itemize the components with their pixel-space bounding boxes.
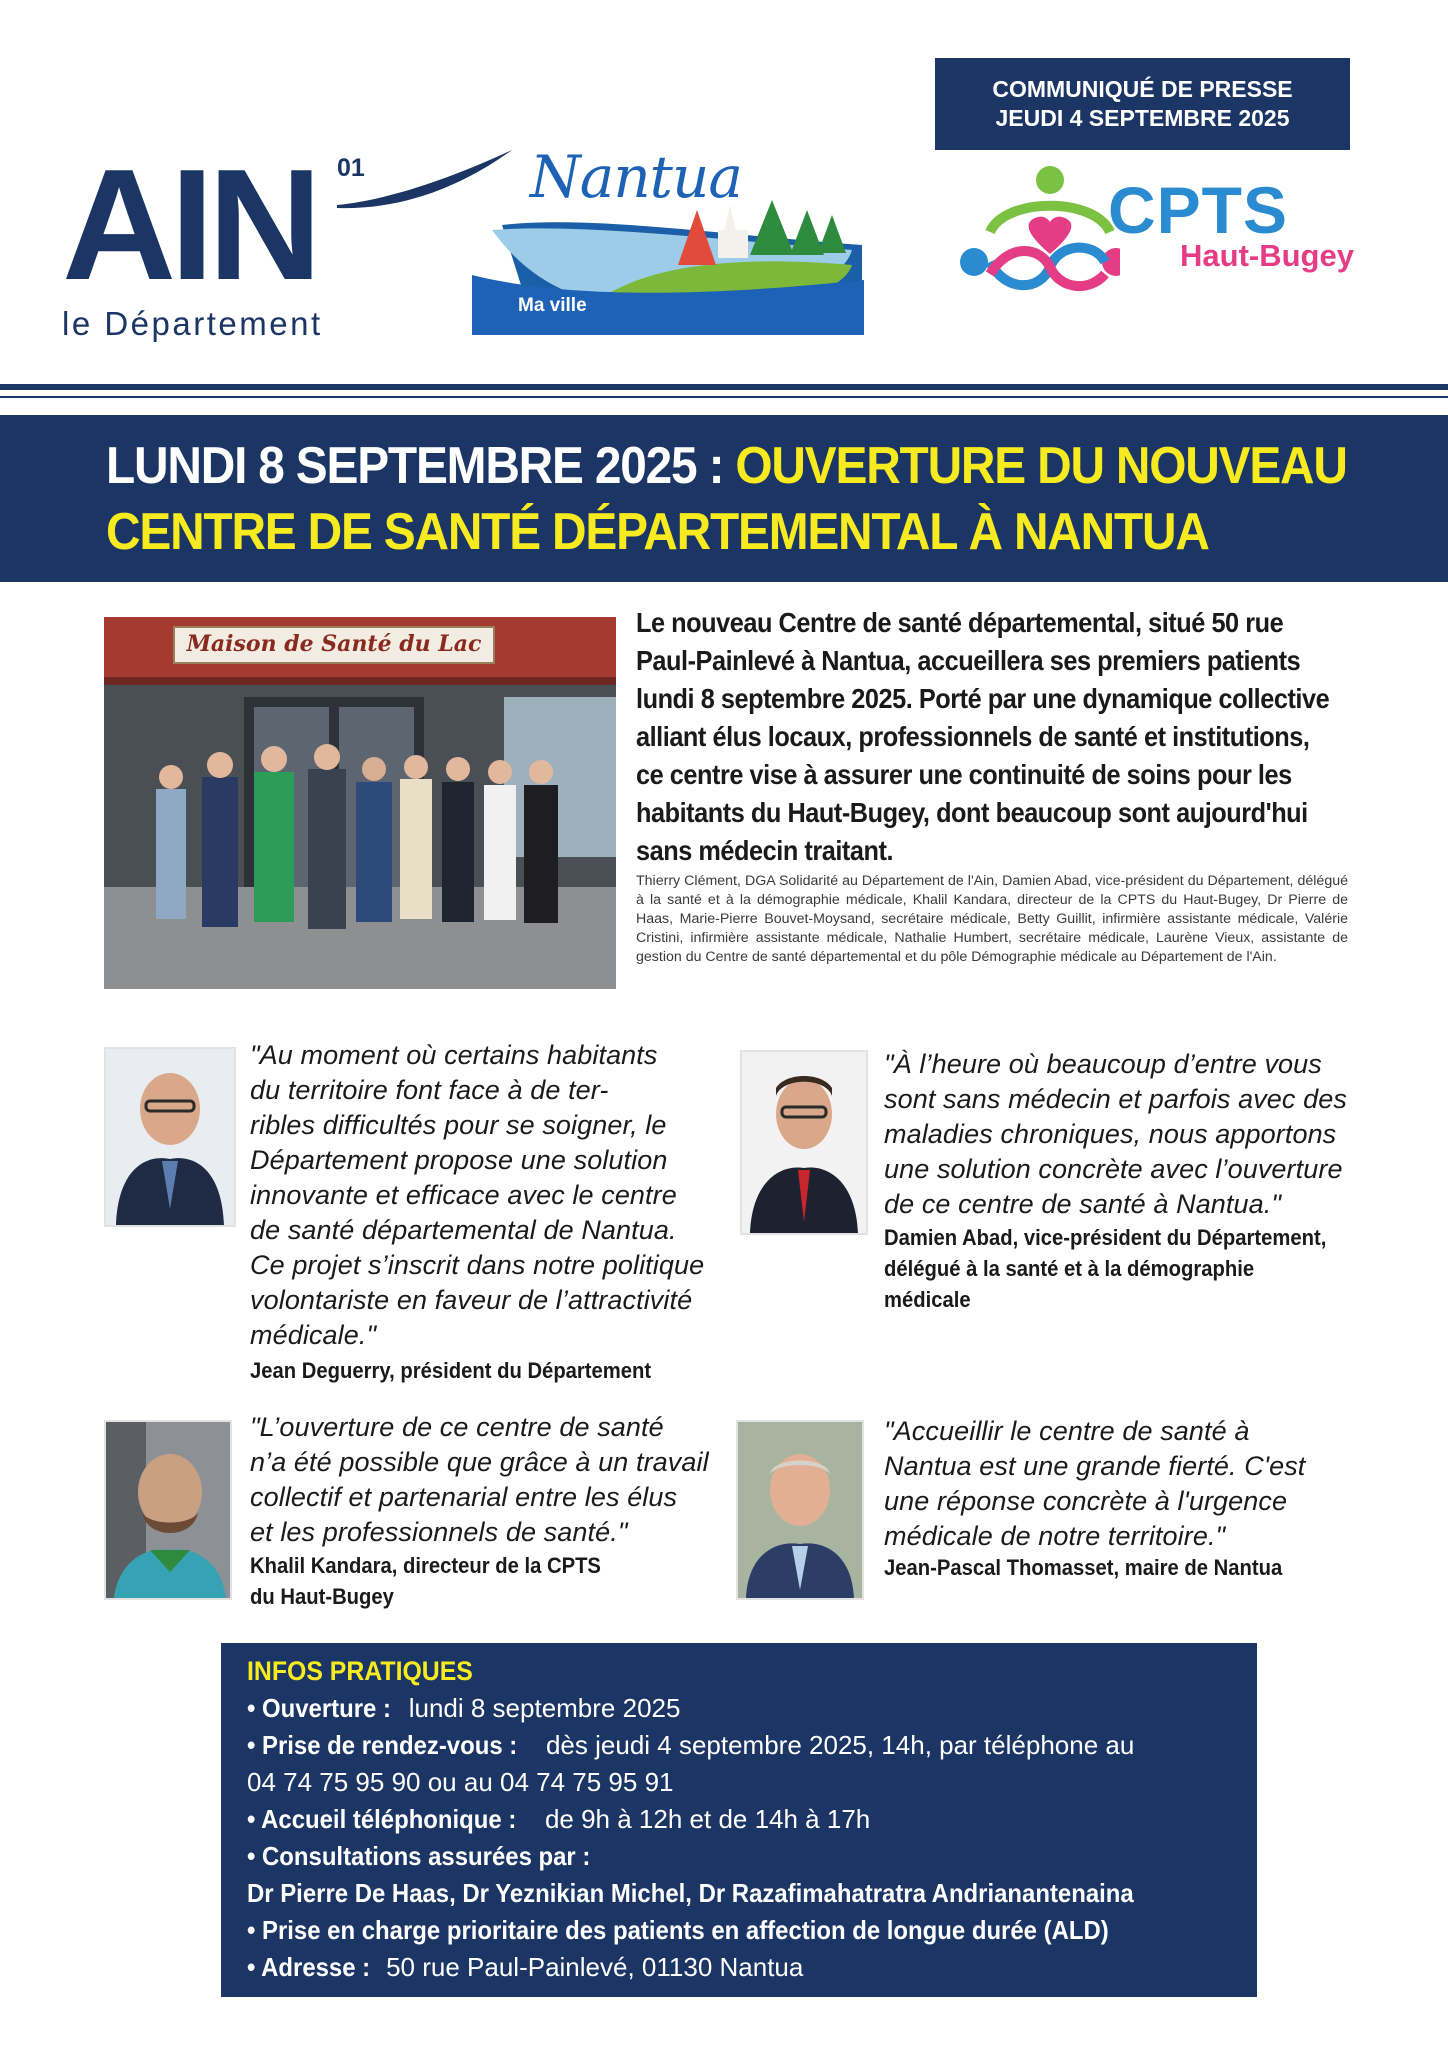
info-label: • Adresse : xyxy=(247,1952,371,1982)
quote-line: n’a été possible que grâce à un travail xyxy=(250,1447,709,1477)
info-label: • Consultations assurées par : xyxy=(247,1841,591,1871)
ain-logo-subtitle: le Département xyxy=(62,305,323,342)
cpts-haut-bugey-logo xyxy=(950,162,1380,312)
quote-line: innovante et efficace avec le centre xyxy=(250,1180,677,1210)
nantua-logo-tagline: Ma ville xyxy=(518,295,587,316)
group-photo-image xyxy=(104,617,616,989)
quote-line: une réponse concrète à l'urgence xyxy=(884,1486,1288,1516)
quote-line: "Accueillir le centre de santé à xyxy=(884,1416,1250,1446)
headline-line-1 xyxy=(106,433,1347,499)
quote-kandara xyxy=(250,1410,714,1550)
info-value: Dr Pierre De Haas, Dr Yeznikian Michel, Dr Razafimahatratra Andrianantenaina xyxy=(247,1878,1134,1908)
info-phone-hours xyxy=(247,1801,1257,1838)
portrait-khalil-kandara xyxy=(104,1420,232,1600)
cpts-logo-text: CPTS xyxy=(1108,173,1289,247)
quote-line: Ce projet s’inscrit dans notre politique xyxy=(250,1250,705,1280)
quote-author-kandara xyxy=(250,1550,601,1612)
nantua-logo-text: Nantua xyxy=(530,143,742,211)
quote-author-line: délégué à la santé et à la démographie xyxy=(884,1256,1255,1281)
group-photo xyxy=(104,617,616,989)
quote-line: une solution concrète avec l’ouverture xyxy=(884,1154,1343,1184)
intro-line: alliant élus locaux, professionnels de santé et institutions, xyxy=(636,721,1310,752)
quote-author-thomasset: Jean-Pascal Thomasset, maire de Nantua xyxy=(884,1555,1283,1580)
info-label: • Prise en charge prioritaire des patients en affection de longue durée (ALD) xyxy=(247,1915,1109,1945)
info-appointment-phones: 04 74 75 95 90 ou au 04 74 75 95 91 xyxy=(247,1767,674,1797)
ain-logo-badge: 01 xyxy=(337,154,365,182)
photo-caption: Thierry Clément, DGA Solidarité au Département de l'Ain, Damien Abad, vice-président du Département, délégué à la santé et à la démographie médicale, Khalil Kandara, directeur de la CPTS du Haut-Bugey, Dr Pierre de Haas, Marie-Pierre Bouvet-Moysand, secrétaire médicale, Betty Guillit, infirmière assistante médicale, Valérie Cristini, infirmière assistante médicale, Nathalie Humbert, secrétaire médicale, Laurène Vieux, assistante de gestion du Centre de santé départemental et du pôle Démographie médicale au Département de l'Ain. xyxy=(636,873,1348,965)
quote-line: ribles difficultés pour se soigner, le xyxy=(250,1110,667,1140)
ain-logo-text: AIN xyxy=(62,137,317,313)
quote-abad xyxy=(884,1047,1354,1222)
press-release-label: COMMUNIQUÉ DE PRESSE xyxy=(992,76,1293,102)
quote-author-line: du Haut-Bugey xyxy=(250,1584,394,1609)
info-address xyxy=(247,1949,1257,1986)
nantua-logo xyxy=(472,145,864,335)
quote-line: du territoire font face à de ter- xyxy=(250,1075,609,1105)
quote-author-line: Khalil Kandara, directeur de la CPTS xyxy=(250,1553,601,1578)
info-opening xyxy=(247,1690,1257,1727)
info-value: dès jeudi 4 septembre 2025, 14h, par téléphone au xyxy=(538,1730,1135,1760)
header-divider xyxy=(0,384,1448,390)
press-release-badge xyxy=(935,58,1350,150)
quote-line: Département propose une solution xyxy=(250,1145,668,1175)
quote-line: sont sans médecin et parfois avec des xyxy=(884,1084,1347,1114)
intro-line: Paul-Painlevé à Nantua, accueillera ses premiers patients xyxy=(636,645,1301,676)
quote-line: de santé départemental de Nantua. xyxy=(250,1215,677,1245)
info-value: de 9h à 12h et de 14h à 17h xyxy=(537,1804,871,1834)
info-appointment xyxy=(247,1727,1257,1764)
intro-paragraph xyxy=(636,604,1348,870)
press-release-date: JEUDI 4 SEPTEMBRE 2025 xyxy=(995,105,1290,131)
info-label: • Ouverture : xyxy=(247,1693,391,1723)
quote-line: "L’ouverture de ce centre de santé xyxy=(250,1412,664,1442)
info-label: • Prise de rendez-vous : xyxy=(247,1730,518,1760)
quote-line: collectif et partenarial entre les élus xyxy=(250,1482,678,1512)
intro-line: sans médecin traitant. xyxy=(636,835,894,866)
headline-line-2: CENTRE DE SANTÉ DÉPARTEMENTAL À NANTUA xyxy=(106,503,1209,561)
intro-line: Le nouveau Centre de santé départemental, situé 50 rue xyxy=(636,607,1284,638)
info-value: lundi 8 septembre 2025 xyxy=(401,1693,681,1723)
quote-author-deguerry: Jean Deguerry, président du Département xyxy=(250,1358,652,1383)
headline-banner xyxy=(0,415,1448,582)
info-value: 50 rue Paul-Painlevé, 01130 Nantua xyxy=(378,1952,804,1982)
photo-sign-text: Maison de Santé du Lac xyxy=(186,631,482,657)
quote-author-line: Damien Abad, vice-président du Département, xyxy=(884,1225,1327,1250)
intro-line: lundi 8 septembre 2025. Porté par une dynamique collective xyxy=(636,683,1330,714)
portrait-jean-pascal-thomasset xyxy=(736,1420,864,1600)
intro-line: habitants du Haut-Bugey, dont beaucoup sont aujourd'hui xyxy=(636,797,1308,828)
headline-date: LUNDI 8 SEPTEMBRE 2025 : xyxy=(106,437,736,495)
cpts-logo-subtitle: Haut-Bugey xyxy=(1180,238,1354,273)
ain-departement-logo xyxy=(62,137,462,350)
practical-info-box xyxy=(221,1643,1257,1997)
quote-line: Nantua est une grande fierté. C'est xyxy=(884,1451,1306,1481)
quote-line: "À l’heure où beaucoup d’entre vous xyxy=(884,1049,1322,1079)
info-consultations xyxy=(247,1838,1257,1875)
quote-line: et les professionnels de santé." xyxy=(250,1517,628,1547)
intro-line: ce centre vise à assurer une continuité de soins pour les xyxy=(636,759,1292,790)
quote-line: médicale." xyxy=(250,1320,377,1350)
info-label: • Accueil téléphonique : xyxy=(247,1804,517,1834)
header-divider-thin xyxy=(0,396,1448,398)
cpts-people-heart-icon xyxy=(950,162,1120,312)
headline-subject-part1: OUVERTURE DU NOUVEAU xyxy=(735,437,1347,495)
quote-author-abad xyxy=(884,1222,1326,1315)
quote-line: volontariste en faveur de l’attractivité xyxy=(250,1285,693,1315)
quote-line: de ce centre de santé à Nantua." xyxy=(884,1189,1282,1219)
quote-thomasset xyxy=(884,1414,1348,1554)
practical-info-title: INFOS PRATIQUES xyxy=(247,1656,473,1686)
portrait-jean-deguerry xyxy=(104,1047,236,1227)
quote-author-line: médicale xyxy=(884,1287,971,1312)
quote-line: médicale de notre territoire." xyxy=(884,1521,1226,1551)
info-ald xyxy=(247,1912,1257,1949)
quote-deguerry xyxy=(250,1038,714,1353)
quote-line: maladies chroniques, nous apportons xyxy=(884,1119,1337,1149)
info-doctors xyxy=(247,1875,1257,1912)
quote-line: "Au moment où certains habitants xyxy=(250,1040,658,1070)
portrait-damien-abad xyxy=(740,1050,868,1235)
